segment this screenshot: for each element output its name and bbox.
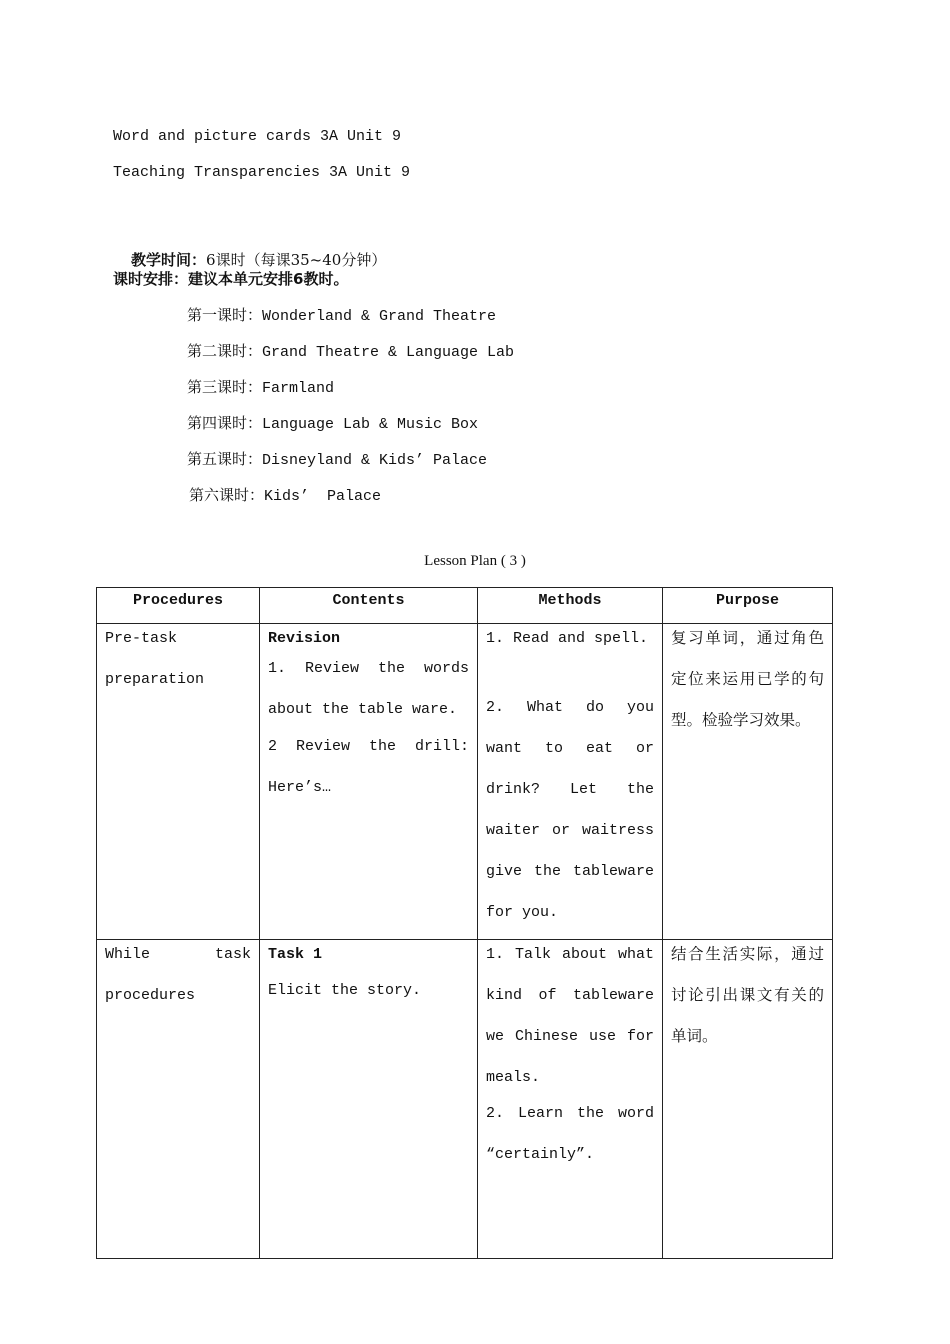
schedule-item-content: Farmland	[262, 380, 335, 397]
schedule-item-content: Wonderland & Grand Theatre	[262, 308, 497, 325]
method-item: 1. Talk about what kind of tableware we Chinese use for meals.	[486, 946, 654, 1086]
schedule-item	[187, 304, 496, 325]
content-item-text: 1. Review the words about the table ware.	[268, 660, 469, 718]
content-cell	[260, 624, 478, 940]
schedule-item	[187, 340, 514, 361]
procedure-line: While task	[105, 946, 251, 963]
schedule-item	[189, 484, 381, 505]
material-line: Word and picture cards 3A Unit 9	[113, 128, 402, 145]
header-procedures: Procedures	[97, 588, 260, 624]
procedure-cell	[97, 624, 260, 940]
content-title: Revision	[268, 630, 341, 647]
schedule-item-label: 第四课时：	[187, 414, 263, 432]
teaching-time-label: 教学时间：	[131, 251, 207, 269]
content-cell	[260, 940, 478, 1259]
table-row	[97, 940, 833, 1259]
method-item: 2. Learn the word “certainly”.	[486, 1105, 654, 1163]
header-methods: Methods	[478, 588, 663, 624]
header-purpose: Purpose	[663, 588, 833, 624]
schedule-heading: 课时安排：建议本单元安排6教时。	[113, 270, 349, 288]
content-title: Task 1	[268, 946, 323, 963]
table-row	[97, 624, 833, 940]
teaching-time-value: 6课时（每课35~40分钟）	[206, 251, 387, 269]
schedule-item-label: 第二课时：	[187, 342, 263, 360]
schedule-item	[187, 376, 334, 397]
method-item: 2. What do you want to eat or drink? Let the waiter or waitress give the tableware for you.	[486, 699, 654, 921]
schedule-item	[187, 412, 478, 433]
procedure-line: Pre-task	[105, 630, 178, 647]
schedule-item-label: 第五课时：	[187, 450, 263, 468]
content-item-text: 2 Review the drill: Here’s…	[268, 738, 469, 796]
method-item: 1. Read and spell.	[486, 630, 649, 647]
procedure-cell	[97, 940, 260, 1259]
procedure-line: procedures	[105, 987, 196, 1004]
lesson-plan-table	[96, 587, 833, 1259]
material-line: Teaching Transparencies 3A Unit 9	[113, 164, 411, 181]
purpose-text: 复习单词，通过角色定位来运用已学的句型。检验学习效果。	[671, 629, 824, 729]
purpose-cell	[663, 624, 833, 940]
schedule-item-label: 第一课时：	[187, 306, 263, 324]
schedule-item-content: Grand Theatre & Language Lab	[262, 344, 515, 361]
methods-cell	[478, 624, 663, 940]
schedule-item-content: Kids’ Palace	[264, 488, 382, 505]
purpose-text: 结合生活实际，通过讨论引出课文有关的单词。	[671, 945, 824, 1045]
content-item: Elicit the story.	[268, 982, 422, 999]
schedule-item-content: Disneyland & Kids’ Palace	[262, 452, 488, 469]
purpose-cell	[663, 940, 833, 1259]
lesson-plan-title: Lesson Plan ( 3 )	[424, 553, 526, 569]
header-contents: Contents	[260, 588, 478, 624]
schedule-item-label: 第三课时：	[187, 378, 263, 396]
procedure-line: preparation	[105, 671, 205, 688]
schedule-item	[187, 448, 487, 469]
content-item	[268, 726, 469, 808]
schedule-item-label: 第六课时：	[189, 486, 265, 504]
schedule-item-content: Language Lab & Music Box	[262, 416, 479, 433]
teaching-time	[113, 232, 386, 270]
content-item	[268, 648, 469, 730]
methods-cell	[478, 940, 663, 1259]
